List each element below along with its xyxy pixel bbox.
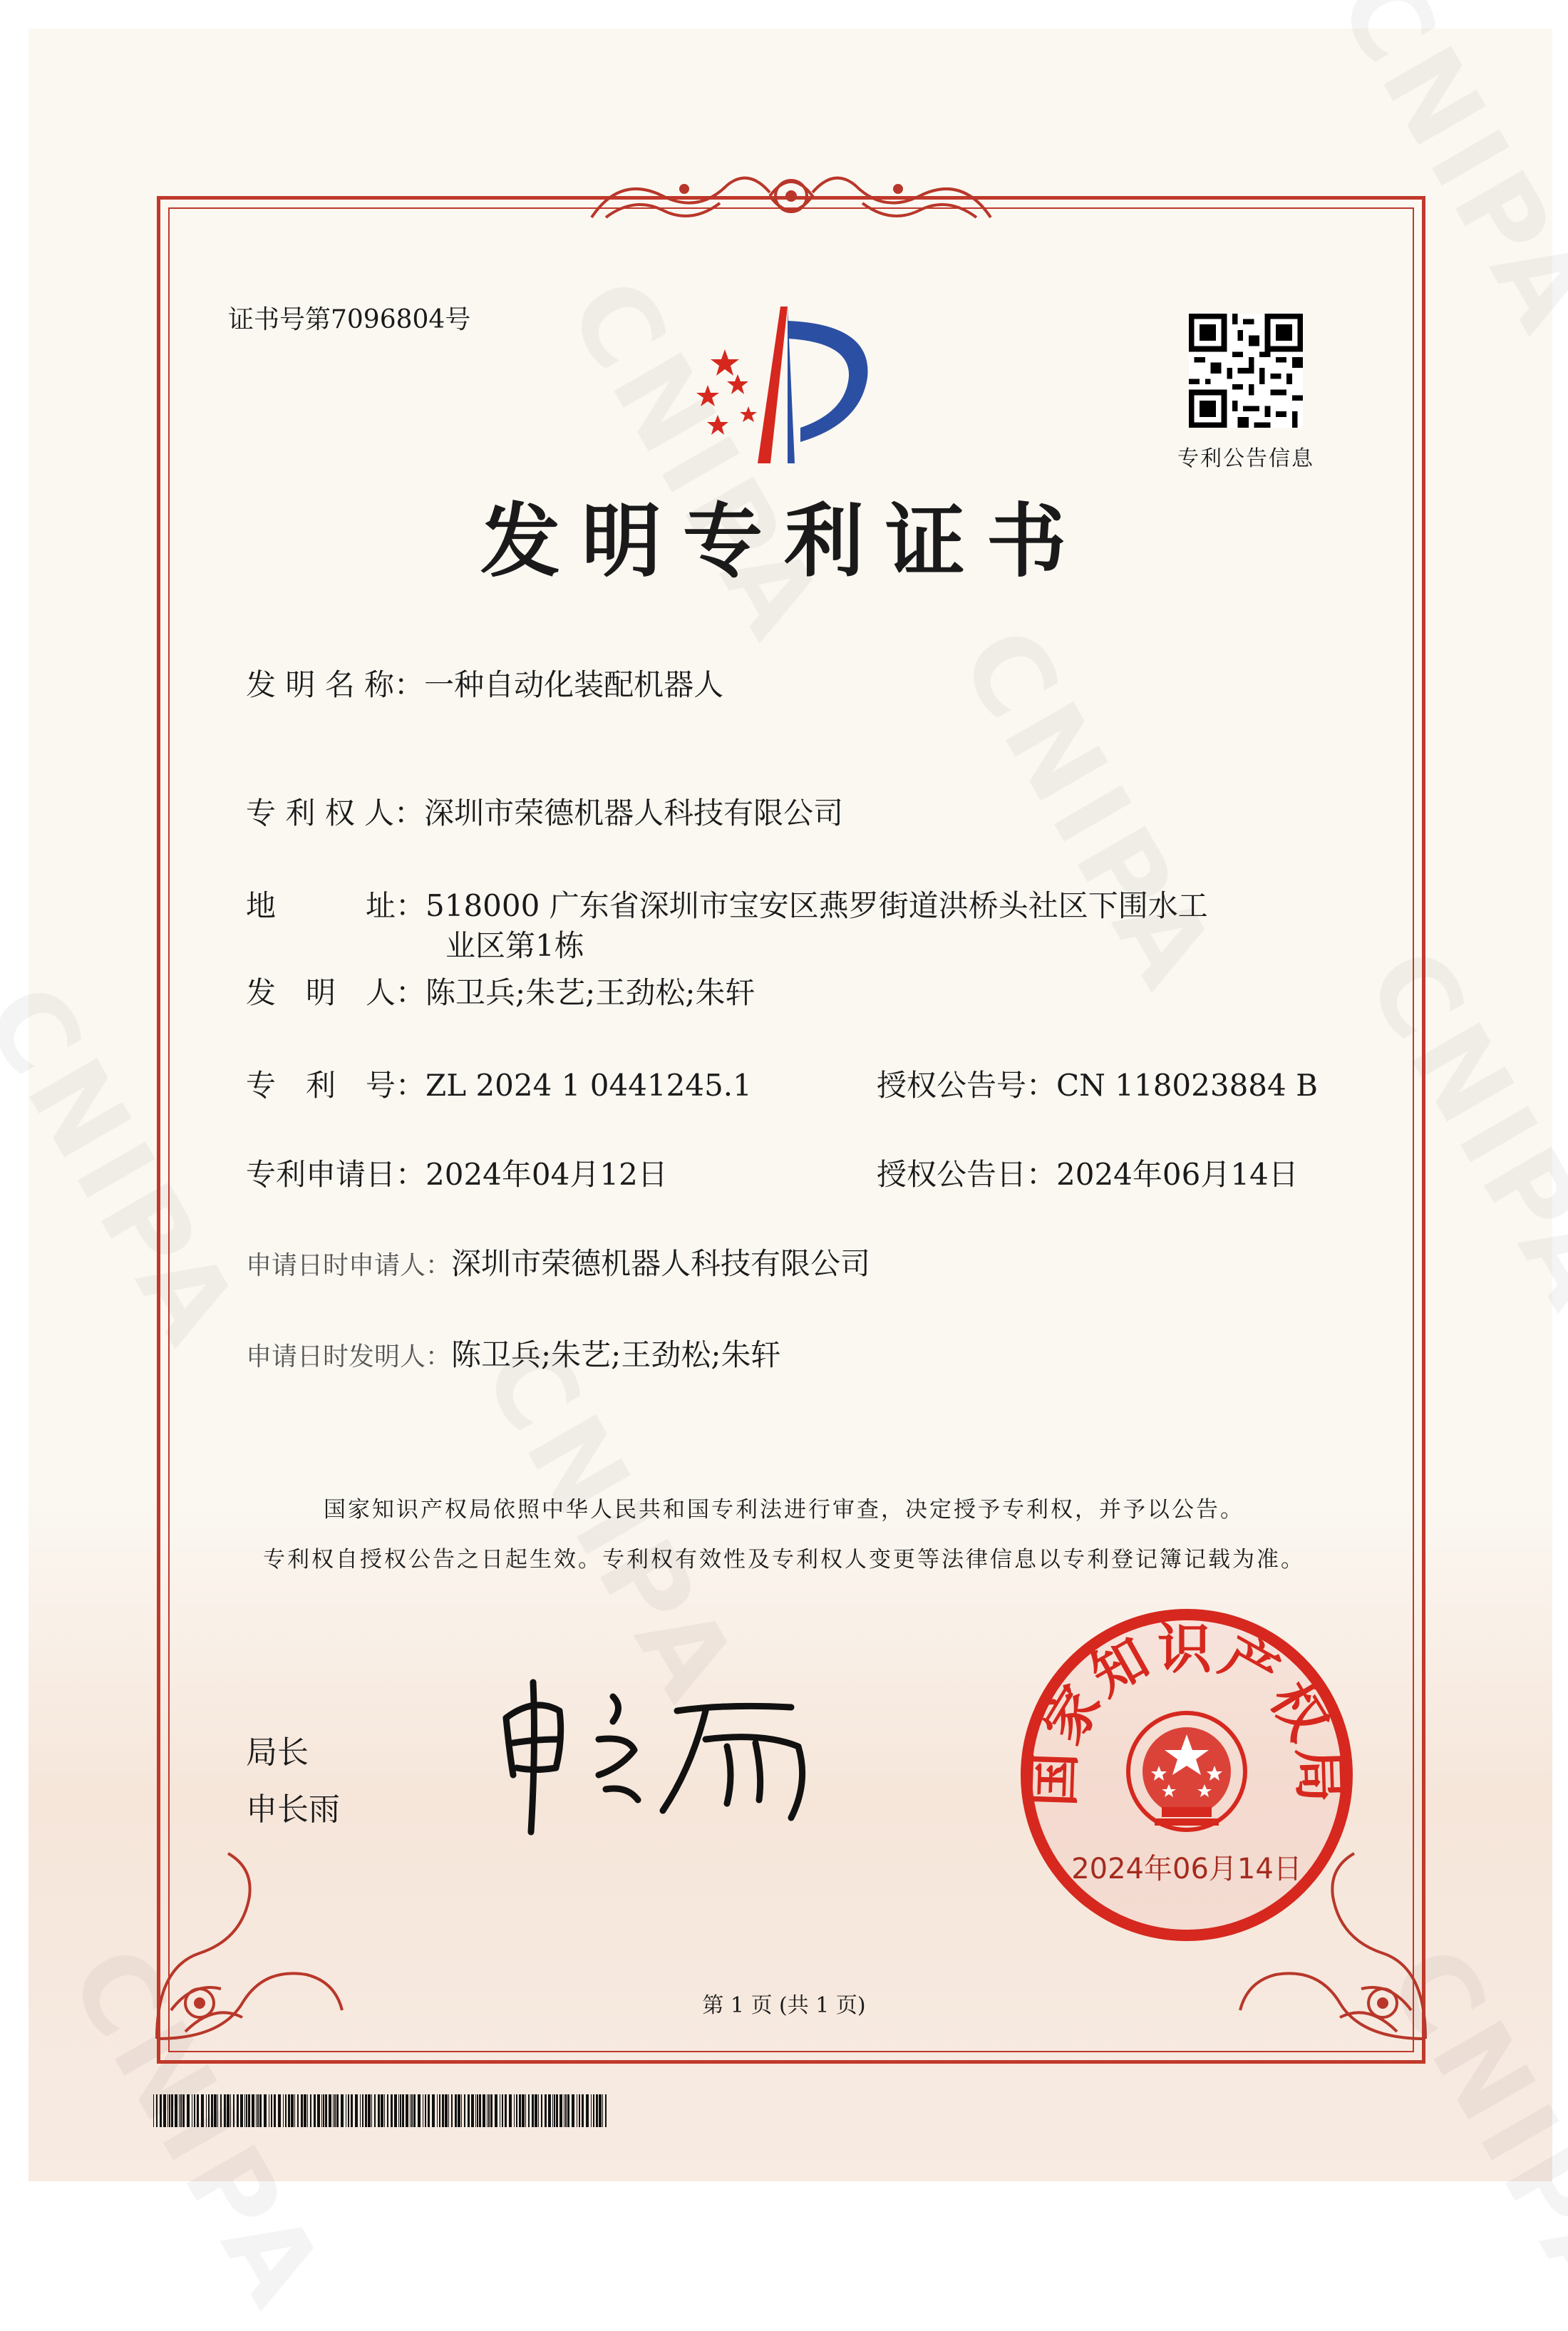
inventors-row (246, 969, 755, 1012)
patentee-row (246, 790, 843, 833)
page-number: 第 1 页 (共 1 页) (702, 1993, 866, 2018)
applicant-label: 申请日时申请人： (246, 1251, 452, 1280)
filing-date-label: 专利申请日： (246, 1157, 426, 1192)
barcode-icon (153, 2094, 609, 2127)
publication-date-label: 授权公告日： (877, 1157, 1057, 1192)
publication-number-row (877, 1062, 1318, 1105)
publication-date-value: 2024年06月14日 (1056, 1157, 1299, 1192)
filing-date-value: 2024年04月12日 (425, 1157, 668, 1192)
patentee-label: 专 利 权 人： (246, 796, 425, 830)
invention-name-row (246, 662, 723, 704)
applicant-value: 深圳市荣德机器人科技有限公司 (451, 1246, 871, 1281)
inventors-value: 陈卫兵;朱艺;王劲松;朱轩 (425, 975, 755, 1010)
publication-date-row (877, 1151, 1299, 1194)
address-value-line1: 518000 广东省深圳市宝安区燕罗街道洪桥头社区下围水工 (425, 888, 1208, 923)
grant-statement-line2: 专利权自授权公告之日起生效。专利权有效性及专利权人变更等法律信息以专利登记簿记载为准。 (263, 1547, 1305, 1573)
invention-name-value: 一种自动化装配机器人 (424, 667, 724, 702)
patent-number-value: ZL 2024 1 0441245.1 (425, 1068, 752, 1103)
seal-org-text: 国家知识产权局 (1021, 1617, 1353, 1808)
patentee-value: 深圳市荣德机器人科技有限公司 (424, 796, 844, 830)
official-seal (1019, 1607, 1354, 1942)
address-value-line2: 业区第1栋 (445, 928, 584, 963)
filing-inventors-row (246, 1332, 780, 1374)
invention-name-label: 发 明 名 称： (246, 667, 425, 702)
address-label: 地 址： (246, 888, 426, 923)
patent-number-row (246, 1062, 752, 1105)
director-name: 申长雨 (246, 1791, 340, 1828)
publication-number-label: 授权公告号： (877, 1068, 1057, 1103)
filing-inventors-value: 陈卫兵;朱艺;王劲松;朱轩 (451, 1337, 781, 1372)
address-row-continued (445, 922, 584, 965)
director-signature (492, 1668, 820, 1839)
cnipa-logo-icon (681, 299, 909, 470)
corner-ornament-bottom-left (135, 1825, 349, 2053)
certificate-number: 证书号第7096804号 (228, 305, 471, 334)
address-row (246, 883, 1208, 925)
filing-date-row (246, 1151, 668, 1194)
filing-inventors-label: 申请日时发明人： (246, 1342, 452, 1372)
grant-statement-line1: 国家知识产权局依照中华人民共和国专利法进行审查，决定授予专利权，并予以公告。 (324, 1497, 1244, 1523)
qr-caption: 专利公告信息 (1177, 446, 1314, 471)
certificate-title: 发明专利证书 (480, 495, 1088, 588)
patent-number-label: 专 利 号： (246, 1068, 426, 1103)
top-ornament (577, 160, 1005, 232)
qr-code-icon[interactable] (1189, 314, 1303, 428)
national-emblem-icon (1128, 1713, 1245, 1830)
seal-date: 2024年06月14日 (1071, 1853, 1302, 1885)
publication-number-value: CN 118023884 B (1056, 1068, 1318, 1103)
inventors-label: 发 明 人： (246, 975, 426, 1010)
director-title: 局长 (246, 1734, 309, 1771)
applicant-row (246, 1240, 870, 1283)
